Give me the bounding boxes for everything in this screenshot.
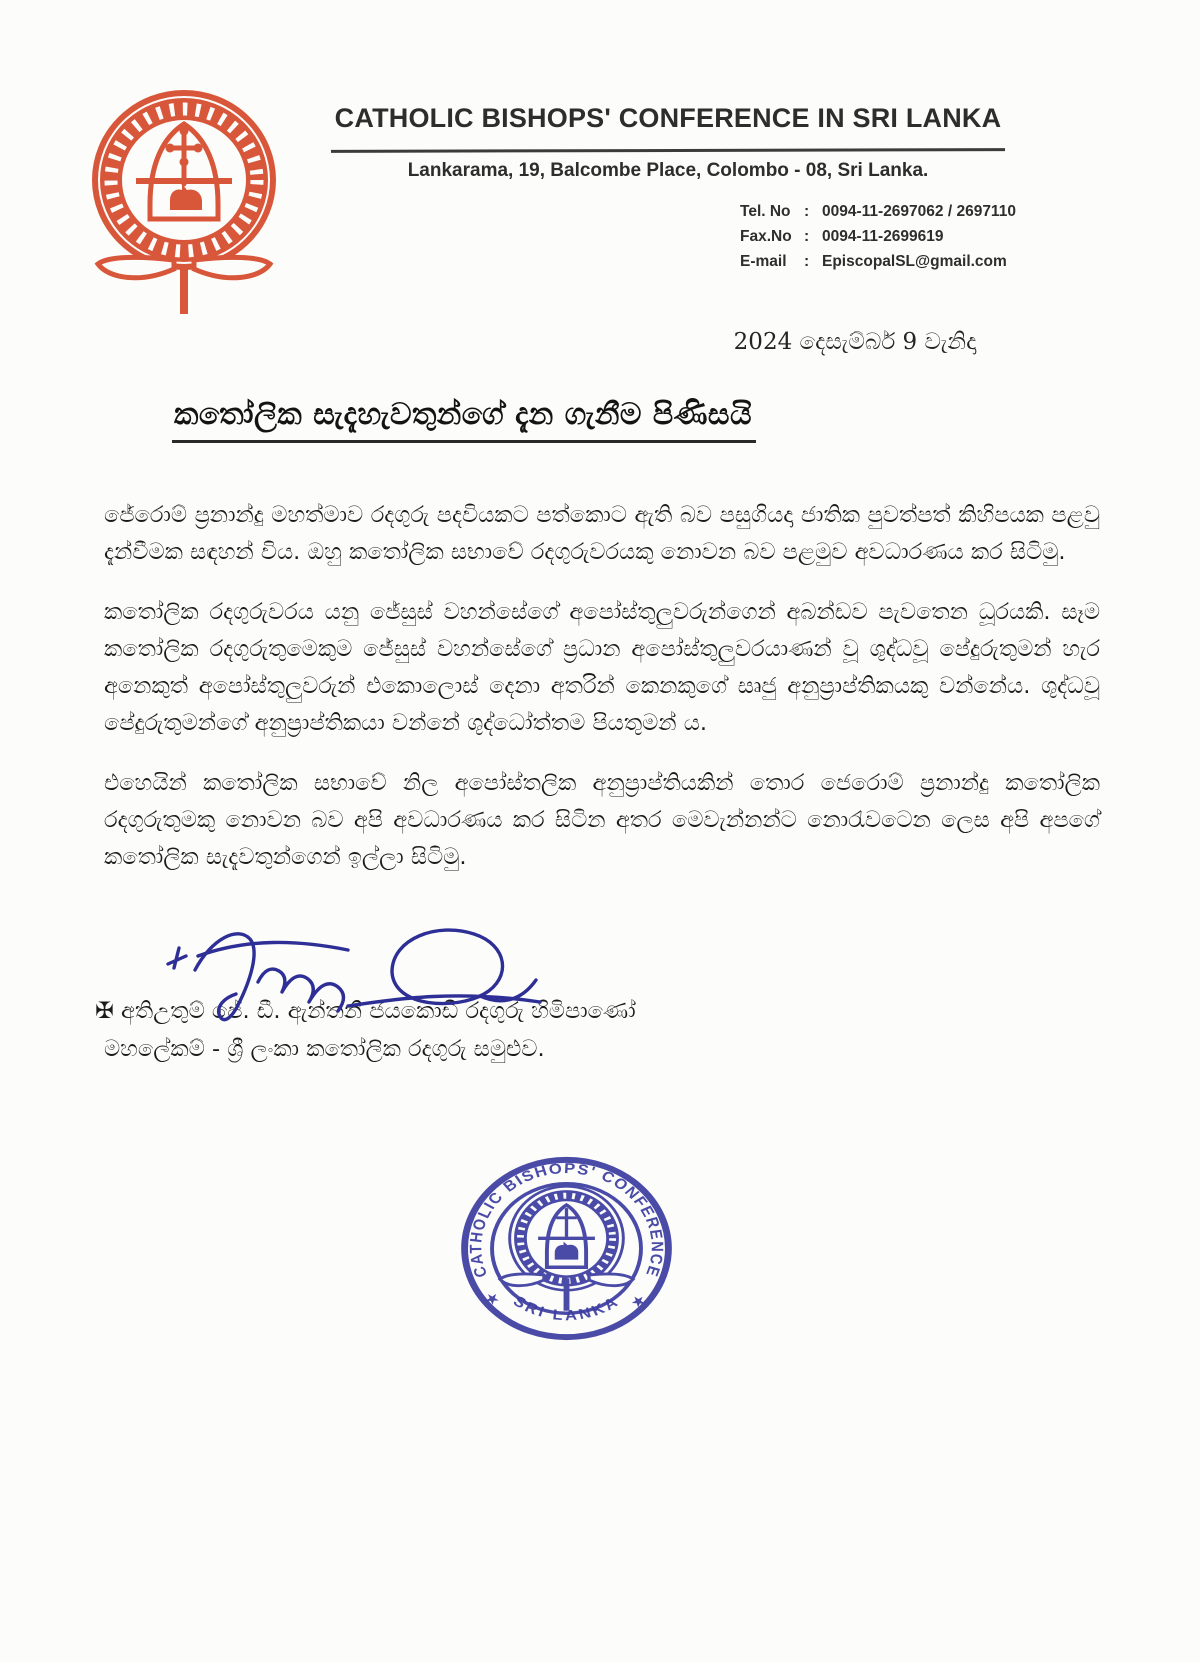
letter-title: කතෝලික සැදැහැවතුන්ගේ දැන ගැනීම පිණිසයි [172,397,756,443]
stamp-bottom-text: SRI LANKA [509,1293,624,1325]
stamp-top-text: CATHOLIC BISHOPS' CONFERENCE [467,1160,666,1280]
org-address: Lankarama, 19, Balcombe Place, Colombo - 08, Sri Lanka. [407,160,929,181]
email-separator: : [804,253,810,270]
tel-label: Tel. No [740,203,791,220]
header-rule [331,148,1005,153]
date-line: 2024 දෙසැම්බර් 9 වැනිදා [733,329,977,355]
fax-label: Fax.No [740,228,792,245]
letter-body [104,497,1100,899]
official-stamp [444,1142,689,1355]
signatory-name: ✠ අතිඋතුම් ජේ. ඩී. ඇන්තනී ජයකොඩි රදගුරු හිමිපාණෝ [95,998,636,1024]
fax-value: 0094-11-2699619 [822,228,944,245]
tel-value: 0094-11-2697062 / 2697110 [822,203,1016,220]
paragraph-1: ජේරොම් ප්‍රනාන්දු මහත්මාව රදගුරු පදවියකට පත්කොට ඇති බව පසුගියදා ජාතික පුවත්පත් කිහිපයක පළවු දැන්වීමක සඳහන් විය. ඔහු කතෝලික සභාවේ රදගුරුවරයකු නොවන බව පළමුව අවධාරණය කර සිටිමු. [104,502,1100,565]
email-label: E-mail [740,253,787,270]
signature-ink [140,910,560,1038]
paragraph-2: කතෝලික රදගුරුවරය යනු ජේසුස් වහන්සේගේ අපෝස්තුලුවරුන්ගෙන් අබන්ඩව පැවතෙන ධූරයකි. සෑම කතෝලික රදගුරුතුමෙකුම ජේසුස් වහන්සේගේ ප්‍රධාන අපෝස්තුලුවරයාණන් වූ ශුද්ධවූ පේදුරුතුමන් හැර අනෙකුත් අපෝස්තුලුවරුන් එකොලොස් දෙනා අතරින් කෙනකුගේ සෘජු අනුප්‍රාප්තිකයකු වන්නේය. ශුද්ධවූ පේදුරුතුමන්ගේ අනුප්‍රාප්තිකයා වන්නේ ශුද්ධෝත්තම පියතුමන් ය. [104,599,1100,736]
org-name: CATHOLIC BISHOPS' CONFERENCE IN SRI LANKA [334,103,1002,133]
stamp-star-right-icon: ★ [628,1292,649,1311]
paragraph-3: එහෙයින් කතෝලික සභාවේ නිල අපෝස්තලික අනුප්‍රාප්තියකින් තොර ජෙරොම් ප්‍රනාන්දු කතෝලික රදගුරුතුමකු නොවන බව අපි අවධාරණය කර සිටින අතර මෙවැන්නන්ට නොරැවටෙන ලෙස අපි අපගේ කතෝලික සැදැවතුන්ගෙන් ඉල්ලා සිටිමු. [104,770,1100,870]
contact-block [740,203,1016,271]
stamp-star-left-icon: ★ [482,1289,503,1308]
cbc-emblem-logo [78,88,290,316]
tel-separator: : [804,203,810,220]
email-value: EpiscopalSL@gmail.com [822,253,1007,270]
fax-separator: : [804,228,810,245]
signatory-title: මහලේකම් - ශ්‍රී ලංකා කතෝලික රදගුරු සමුළුව. [104,1036,545,1062]
